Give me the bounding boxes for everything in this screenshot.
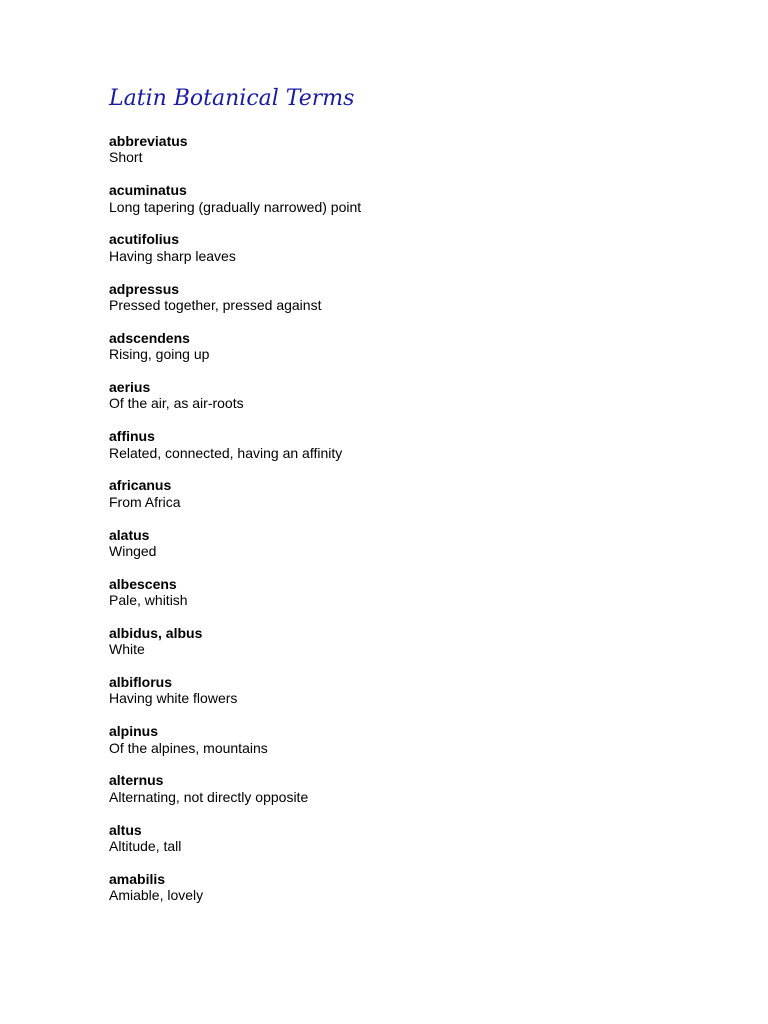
glossary-entry (109, 625, 709, 674)
glossary-definition: Pressed together, pressed against (109, 296, 322, 313)
glossary-term: adscendens (109, 329, 190, 346)
glossary-entry (109, 527, 709, 576)
glossary-term: amabilis (109, 870, 166, 887)
glossary-entry (109, 772, 709, 821)
glossary-definition: Winged (109, 542, 157, 559)
glossary-definition: Pale, whitish (109, 592, 188, 609)
glossary-definition: From Africa (109, 493, 181, 510)
glossary-definition: Altitude, tall (109, 838, 182, 855)
glossary-term: alpinus (109, 723, 159, 740)
glossary-term: africanus (109, 477, 172, 494)
glossary-definition: White (109, 641, 145, 658)
glossary-term: abbreviatus (109, 133, 188, 149)
glossary-list (109, 133, 709, 920)
glossary-definition: Of the alpines, mountains (109, 739, 268, 756)
document-title: Latin Botanical Terms (109, 86, 355, 111)
glossary-entry (109, 822, 709, 871)
glossary-term: affinus (109, 428, 155, 445)
glossary-term: adpressus (109, 280, 180, 297)
glossary-entry (109, 674, 709, 723)
glossary-definition: Related, connected, having an affinity (109, 444, 343, 461)
glossary-entry (109, 231, 709, 280)
glossary-term: altus (109, 821, 142, 838)
glossary-term: alatus (109, 526, 150, 543)
glossary-entry (109, 428, 709, 477)
glossary-entry (109, 576, 709, 625)
glossary-entry (109, 477, 709, 526)
glossary-definition: Long tapering (gradually narrowed) point (109, 198, 362, 215)
glossary-term: alternus (109, 772, 164, 789)
glossary-entry (109, 330, 709, 379)
glossary-term: albiflorus (109, 674, 173, 691)
glossary-definition: Of the air, as air-roots (109, 395, 244, 412)
glossary-definition: Alternating, not directly opposite (109, 788, 309, 805)
glossary-entry (109, 182, 709, 231)
glossary-term: acuminatus (109, 182, 187, 199)
glossary-entry (109, 379, 709, 428)
glossary-term: aerius (109, 378, 151, 395)
glossary-definition: Having white flowers (109, 690, 238, 707)
glossary-definition: Short (109, 149, 143, 166)
glossary-entry (109, 871, 709, 920)
glossary-definition: Amiable, lovely (109, 887, 204, 904)
glossary-entry (109, 281, 709, 330)
glossary-definition: Having sharp leaves (109, 247, 236, 264)
glossary-term: acutifolius (109, 231, 180, 248)
glossary-definition: Rising, going up (109, 346, 210, 363)
glossary-entry (109, 723, 709, 772)
glossary-term: albescens (109, 575, 177, 592)
glossary-entry (109, 133, 709, 182)
glossary-term: albidus, albus (109, 624, 203, 641)
